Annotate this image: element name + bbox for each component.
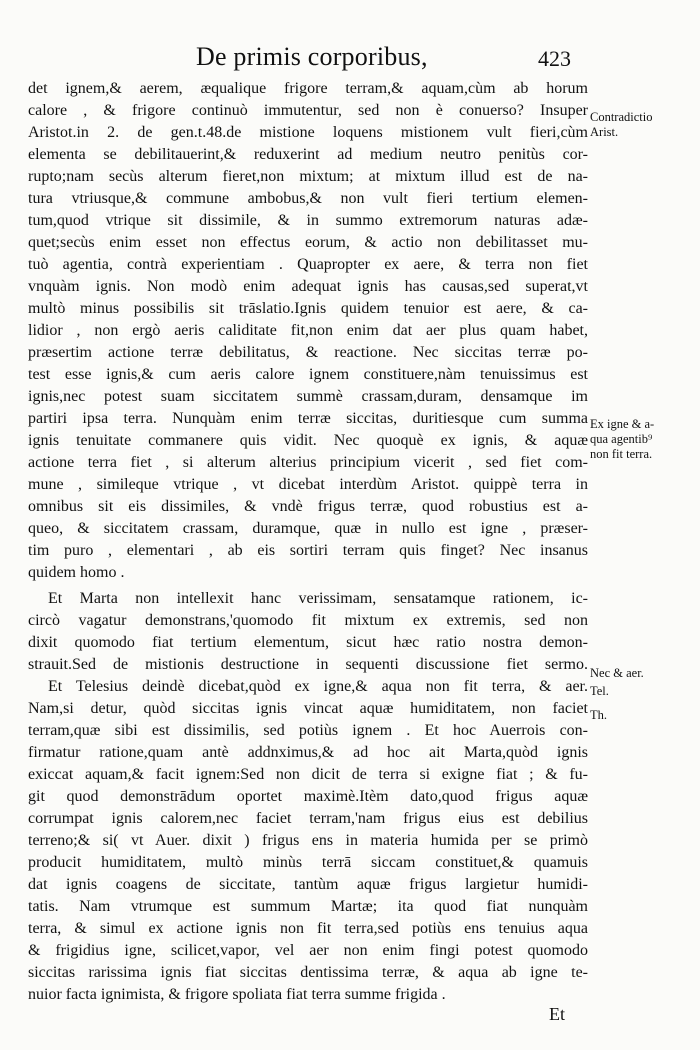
text-line-34: corrumpat ignis calorem,nec faciet terram,'nam frigus eius est debilius — [28, 810, 588, 827]
text-line-9: tuò agentia, contrà experientiam . Quapropter ex aere, & terra non fiet — [28, 256, 588, 273]
margin-note-contradictio: Contradictio — [590, 110, 653, 124]
text-line-18: actione terra fiet , si alterum alterius principium vicerit , sed fiet com- — [28, 454, 588, 471]
text-line-19: mune , simileque vtrique , vt dicebat interdùm Aristot. quippè terra in — [28, 476, 588, 493]
margin-note-ex-igne-1: Ex igne & a- — [590, 417, 655, 431]
text-line-20: omnibus sit eis dissimiles, & vndè frigus terræ, quod robustius est a- — [28, 498, 588, 515]
text-line-8: quet;secùs enim esset non effectus eorum, & actio non debilitasset mu- — [28, 234, 588, 251]
text-line-42: nuior facta ignimista, & frigore spoliata fiat terra summe frigida . — [28, 986, 446, 1003]
text-line-6: tura vtriusque,& commune ambobus,& non vult fieri tertium elemen- — [28, 190, 588, 207]
running-title: De primis corporibus, — [196, 42, 428, 71]
text-line-1: det ignem,& aerem, æqualique frigore terram,& aquam,cùm ab horum — [28, 80, 588, 97]
text-line-40: & frigidius igne, scilicet,vapor, vel aer non enim fingi potest quomodo — [28, 942, 588, 959]
margin-note-ex-igne-3: non fit terra. — [590, 447, 653, 461]
text-line-16: partiri ipsa terra. Nunquàm enim terræ siccitas, duritiesque cum summa — [28, 410, 588, 427]
text-line-33: git quod demonstrādum oportet maximè.Itèm dato,quod frigus aquæ — [28, 788, 588, 805]
text-line-5: rupto;nam secùs alterum fieret,non mixtum; at mixtum illud est de na- — [28, 168, 588, 185]
text-line-27: strauit.Sed de mistionis destructione in sequenti discussione fiet sermo. — [28, 656, 588, 673]
text-line-37: dat ignis coagens de siccitate, tantùm aquæ frigus largietur humidi- — [28, 876, 588, 893]
text-line-39: terra, & simul ex actione ignis non fit terra,sed potiùs ens tenuius aqua — [28, 920, 588, 937]
text-line-15: ignis,nec potest suam siccitatem summè crassam,duram, densamque im — [28, 388, 588, 405]
text-line-14: test esse ignis,& cum aeris calore ignem constituere,nàm tenuissimus est — [28, 366, 588, 383]
text-line-41: siccitas rarissima ignis fiat siccitas dentissima terræ, & aqua ab igne te- — [28, 964, 588, 981]
text-line-38: tatis. Nam vtrumque est summum Martæ; ita quod fiat nunquàm — [28, 898, 588, 915]
text-line-25: circò vagatur demonstrans,'quomodo fit mixtum ex extremis, sed non — [28, 612, 588, 629]
text-line-36: producit humiditatem, multò minùs terrā siccam constituet,& quamuis — [28, 854, 588, 871]
text-line-3: Aristot.in 2. de gen.t.48.de mistione loquens mistionem vult fieri,cùm — [28, 124, 588, 141]
text-line-2: calore , & frigore continuò immutentur, sed non è conuerso? Insuper — [28, 102, 588, 119]
text-line-17: ignis tenuitate commanere quis vidit. Nec quoquè ex ignis, & aquæ — [28, 432, 588, 449]
text-line-35: terreno;& si( vt Auer. dixit ) frigus ens in materia humida per se primò — [28, 832, 588, 849]
margin-note-th: Th. — [590, 708, 608, 722]
margin-note-ex-igne-2: qua agentib⁹ — [590, 432, 653, 446]
text-line-12: lidior , non ergò aeris caliditate fit,non enim dat aer plus quam habet, — [28, 322, 588, 339]
text-line-13: præsertim actione terræ debilitatus, & reactione. Nec siccitas terræ po- — [28, 344, 588, 361]
running-head — [0, 42, 700, 76]
text-line-29: Nam,si detur, quòd siccitas ignis vincat aquæ humiditatem, non faciet — [28, 700, 588, 717]
text-line-10: vnquàm ignis. Non modò enim adequat ignis has causas,sed superat,vt — [28, 278, 588, 295]
catchword: Et — [549, 1004, 565, 1024]
text-line-22: tim puro , elementari , ab eis sortiri terram quis finget? Nec insanus — [28, 542, 588, 559]
text-line-7: tum,quod vtrique sit dissimile, & in summo extremorum naturas adæ- — [28, 212, 588, 229]
text-line-11: multò minus possibilis sit trāslatio.Ignis quidem tenuior est aere, & ca- — [28, 300, 588, 317]
text-line-31: firmatur ratione,quam antè addnximus,& ad hoc ait Marta,quòd ignis — [28, 744, 588, 761]
margin-note-tel: Tel. — [590, 684, 609, 698]
margin-note-nec-aer: Nec & aer. — [590, 666, 644, 680]
text-line-21: queo, & siccitatem crassam, duramque, quæ in nullo est igne , præser- — [28, 520, 588, 537]
page-number: 423 — [538, 46, 571, 71]
text-line-30: terram,quæ sibi est dissimilis, sed potiùs ignem . Et hoc Auerrois con- — [28, 722, 588, 739]
text-line-23: quidem homo . — [28, 564, 125, 581]
text-line-32: exiccat aquam,& facit ignem:Sed non dicit de terra si exigne fiat ; & fu- — [28, 766, 588, 783]
text-line-24: Et Marta non intellexit hanc verissimam, sensatamque rationem, ic- — [48, 590, 588, 607]
text-line-4: elementa se debilitauerint,& reduxerint ad medium neutro penitùs cor- — [28, 146, 588, 163]
text-line-26: dixit quomodo fiat tertium elementum, sicut hæc ratio nostra demon- — [28, 634, 588, 651]
margin-note-arist: Arist. — [590, 125, 619, 139]
text-line-28: Et Telesius deindè dicebat,quòd ex igne,& aqua non fit terra, & aer. — [48, 678, 588, 695]
